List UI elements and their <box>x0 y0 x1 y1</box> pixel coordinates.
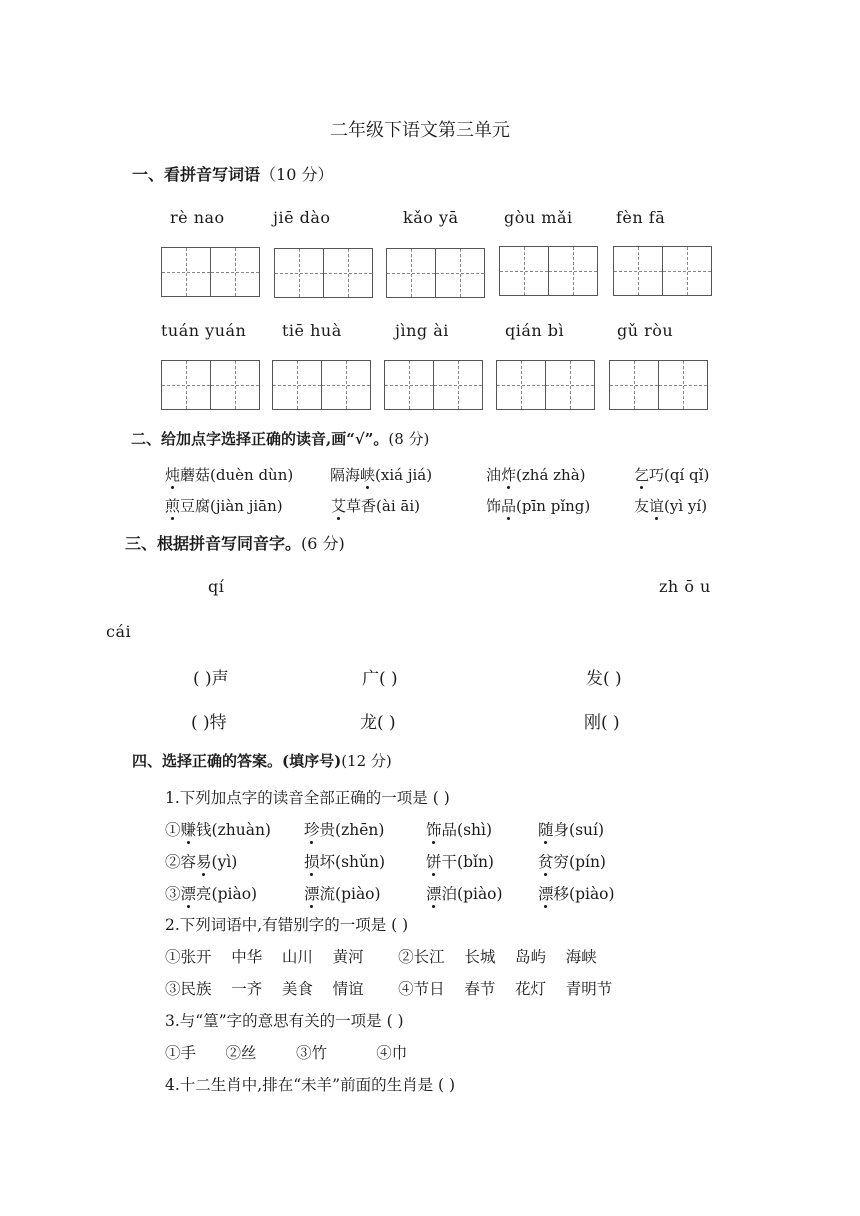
pronunciation-item[interactable]: 乞巧(qí qǐ) <box>634 466 710 484</box>
pinyin-2-2: tiē huà <box>282 321 342 340</box>
q1-option: 随身(suí) <box>538 821 605 839</box>
page-title: 二年级下语文第三单元 <box>330 120 510 141</box>
q1-option: 饼干(bǐn) <box>426 853 494 871</box>
section1-heading <box>132 162 333 185</box>
pinyin-qi: qí <box>208 577 225 596</box>
q1-option: ①赚钱(zhuàn) <box>165 821 271 839</box>
homophone-blank[interactable]: ( )特 <box>191 713 227 733</box>
section2-score: (8 分) <box>388 430 430 448</box>
writing-box-2-3[interactable] <box>384 360 482 410</box>
homophone-blank[interactable]: 龙( ) <box>360 713 396 733</box>
section3-heading-text: 三、根据拼音写同音字。 <box>125 534 302 553</box>
writing-box-1-3[interactable] <box>386 248 484 298</box>
q2-options-row: ①张开 中华 山川 黄河 ②长江 长城 岛屿 海峡 <box>165 948 597 966</box>
homophone-blank[interactable]: 发( ) <box>586 669 622 689</box>
pinyin-1-4: gòu mǎi <box>504 208 573 227</box>
writing-box-1-2[interactable] <box>274 248 372 298</box>
section4-score: (12 分) <box>341 752 392 770</box>
question-2: 2.下列词语中,有错别字的一项是 ( ) <box>165 916 409 934</box>
q1-option: 漂泊(piào) <box>426 885 503 903</box>
q1-option: 珍贵(zhēn) <box>304 821 385 839</box>
q1-option: 漂移(piào) <box>538 885 615 903</box>
writing-box-2-4[interactable] <box>496 360 594 410</box>
pronunciation-item[interactable]: 饰品(pīn pǐng) <box>486 497 591 515</box>
q1-option: 漂流(piào) <box>304 885 381 903</box>
q1-option: ③漂亮(piào) <box>165 885 258 903</box>
section1-score: （10 分） <box>260 165 334 184</box>
homophone-blank[interactable]: 广( ) <box>362 669 398 689</box>
section1-heading-text: 一、看拼音写词语 <box>132 165 261 184</box>
q3-options-row: ①手 ②丝 ③竹 ④巾 <box>165 1044 408 1062</box>
homophone-blank[interactable]: ( )声 <box>193 669 229 689</box>
pronunciation-item[interactable]: 油炸(zhá zhà) <box>486 466 586 484</box>
q1-option: 贫穷(pín) <box>538 853 606 871</box>
section3-score: (6 分) <box>301 534 345 553</box>
section2-heading <box>131 428 429 449</box>
writing-box-1-5[interactable] <box>613 246 711 296</box>
pinyin-1-3: kǎo yā <box>403 208 459 227</box>
writing-box-2-1[interactable] <box>161 360 259 410</box>
pronunciation-item[interactable]: 艾草香(ài āi) <box>331 497 420 515</box>
pinyin-1-1: rè nao <box>170 208 225 227</box>
section4-heading <box>132 750 392 771</box>
section2-heading-text: 二、给加点字选择正确的读音,画“√”。 <box>131 430 389 448</box>
question-1: 1.下列加点字的读音全部正确的一项是 ( ) <box>165 789 450 807</box>
section3-heading <box>125 531 345 554</box>
q1-option: 饰品(shì) <box>426 821 493 839</box>
writing-box-1-4[interactable] <box>499 246 597 296</box>
pinyin-2-3: jìng ài <box>395 321 449 340</box>
q1-option: ②容易(yì) <box>165 853 238 871</box>
pinyin-cai: cái <box>106 622 132 641</box>
pinyin-1-2: jiē dào <box>273 208 331 227</box>
question-4: 4.十二生肖中,排在“未羊”前面的生肖是 ( ) <box>165 1076 456 1094</box>
pronunciation-item[interactable]: 煎豆腐(jiàn jiān) <box>165 497 283 515</box>
writing-box-2-2[interactable] <box>272 360 370 410</box>
section4-heading-text: 四、选择正确的答案。(填序号) <box>132 752 342 770</box>
pronunciation-item[interactable]: 友谊(yì yí) <box>634 497 708 515</box>
q1-option: 损坏(shǔn) <box>304 853 386 871</box>
writing-box-1-1[interactable] <box>161 247 259 297</box>
pronunciation-item[interactable]: 隔海峡(xiá jiá) <box>330 466 433 484</box>
pinyin-1-5: fèn fā <box>616 208 666 227</box>
homophone-blank[interactable]: 刚( ) <box>584 713 620 733</box>
pinyin-2-1: tuán yuán <box>161 321 247 340</box>
pronunciation-item[interactable]: 炖蘑菇(duèn dùn) <box>165 466 294 484</box>
q2-options-row: ③民族 一齐 美食 情谊 ④节日 春节 花灯 青明节 <box>165 980 613 998</box>
pinyin-zhou: zh ō u <box>659 577 711 596</box>
pinyin-2-5: gǔ ròu <box>617 321 674 340</box>
writing-box-2-5[interactable] <box>609 360 707 410</box>
question-3: 3.与“篁”字的意思有关的一项是 ( ) <box>165 1012 404 1030</box>
pinyin-2-4: qián bì <box>505 321 565 340</box>
